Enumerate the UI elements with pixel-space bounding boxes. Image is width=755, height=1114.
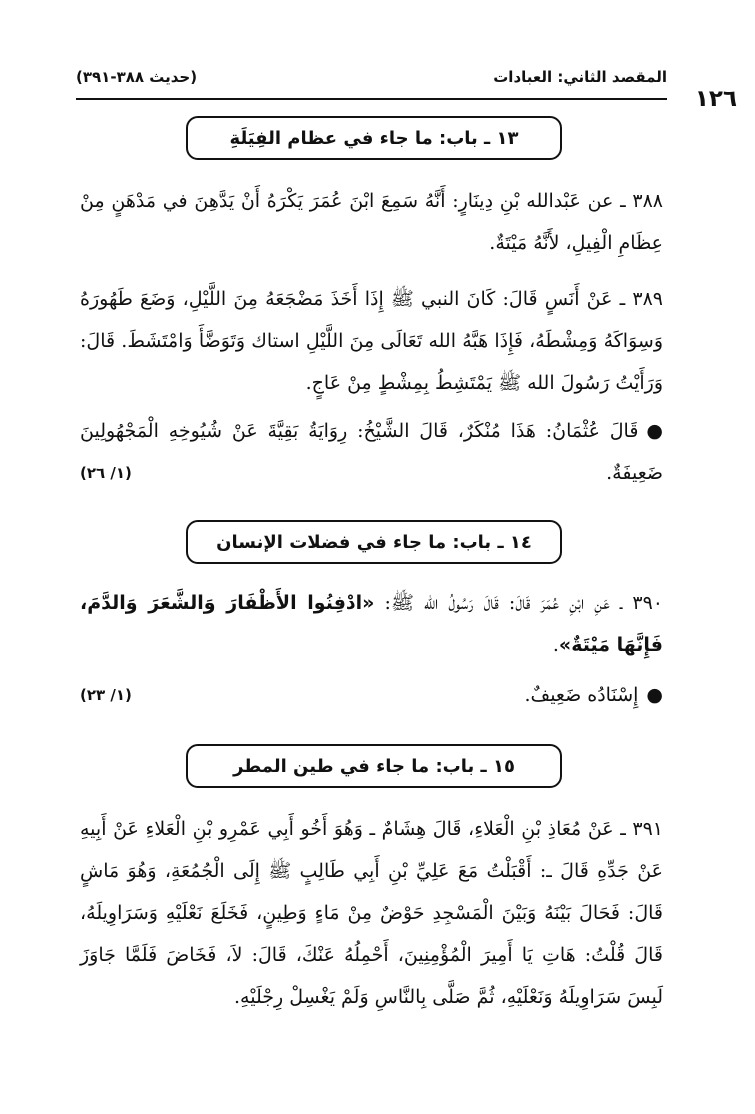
page-number: ١٢٦ bbox=[694, 86, 737, 112]
running-header-section: المقصد الثاني: العبادات bbox=[493, 68, 667, 86]
hadith-388: ٣٨٨ ـ عن عَبْدالله بْنِ دِينَارٍ: أَنَّهُ سَمِعَ ابْنَ عُمَرَ يَكْرَهُ أَنْ يَدَّهِنَ في مَدْهَنٍ مِنْ عِظَامِ الْفِيلِ، لأَنَّهُ مَيْتَةٌ. bbox=[80, 190, 663, 254]
comment-390-text: إِسْنَادُه ضَعِيفٌ. bbox=[524, 684, 639, 706]
chapter-heading-15: ١٥ ـ باب: ما جاء في طين المطر bbox=[186, 744, 562, 788]
running-header-range: (حديث ٣٨٨-٣٩١) bbox=[76, 68, 198, 86]
hadith-389: ٣٨٩ ـ عَنْ أَنَسٍ قَالَ: كَانَ النبي ﷺ إِذَا أَخَذَ مَضْجَعَهُ مِنَ اللَّيْلِ، وَضَعَ طَهُورَهُ وَسِوَاكَهُ وَمِشْطَهُ، فَإِذَا هَبَّهُ الله تَعَالَى مِنَ اللَّيْلِ استاك وَتَوَضَّأَ وَامْتَشَطَ. قَالَ: وَرَأَيْتُ رَسُولَ الله ﷺ يَمْتَشِطُ بِمِشْطٍ مِنْ عَاجٍ. bbox=[80, 288, 663, 394]
volume-reference-390: (١/ ٢٣) bbox=[80, 686, 132, 704]
hadith-390 bbox=[80, 582, 663, 666]
comment-390 bbox=[524, 674, 663, 716]
chapter-heading-14: ١٤ ـ باب: ما جاء في فضلات الإنسان bbox=[186, 520, 562, 564]
hadith-390-end: . bbox=[552, 634, 559, 656]
bullet-icon: ● bbox=[646, 684, 663, 706]
bullet-icon: ● bbox=[646, 420, 663, 442]
chapter-heading-13: ١٣ ـ باب: ما جاء في عظام الفِيَلَةِ bbox=[186, 116, 562, 160]
hadith-390-quote: «ادْفِنُوا الأَظْفَارَ وَالشَّعَرَ وَالدَّمَ، فَإِنَّهَا مَيْتَةٌ» bbox=[80, 592, 663, 656]
hadith-391: ٣٩١ ـ عَنْ مُعَاذِ بْنِ الْعَلاءِ، قَالَ هِشَامٌ ـ وَهُوَ أَخُو أَبِي عَمْرِو بْنِ الْعَلاءِ عَنْ أَبِيهِ عَنْ جَدِّهِ قَالَ ـ: أَقْبَلْتُ مَعَ عَلِيِّ بْنِ أَبِي طَالِبٍ ﷺ إِلَى الْجُمُعَةِ، وَهُوَ مَاشٍ قَالَ: فَحَالَ بَيْنَهُ وَبَيْنَ الْمَسْجِدِ حَوْضٌ مِنْ مَاءٍ وَطِينٍ، فَخَلَعَ نَعْلَيْهِ وَسَرَاوِيلَهُ، قَالَ قُلْتُ: هَاتِ يَا أَمِيرَ الْمُؤْمِنِينَ، أَحْمِلُهُ عَنْكَ، قَالَ: لاَ، فَخَاضَ فَلَمَّا جَاوَزَ لَبِسَ سَرَاوِيلَهُ وَنَعْلَيْهِ، ثُمَّ صَلَّى بِالنَّاسِ وَلَمْ يَغْسِلْ رِجْلَيْهِ. bbox=[80, 818, 663, 1008]
volume-reference-389: (١/ ٢٦) bbox=[80, 464, 132, 482]
header-divider bbox=[76, 98, 667, 100]
hadith-390-intro: ٣٩٠ ـ عَنِ ابْنِ عُمَرَ قَالَ: قَالَ رَسُولُ الله ﷺ: bbox=[374, 592, 664, 614]
ref-row-389 bbox=[80, 452, 663, 494]
comment-389-text: قَالَ عُثْمَانُ: هَذَا مُنْكَرٌ، قَالَ الشَّيْخُ: رِوَايَةُ بَقِيَّةَ عَنْ شُيُوخِهِ الْمَجْهُولِينَ ضَعِيفَةٌ. bbox=[80, 420, 663, 484]
comment-row-390 bbox=[80, 674, 663, 716]
